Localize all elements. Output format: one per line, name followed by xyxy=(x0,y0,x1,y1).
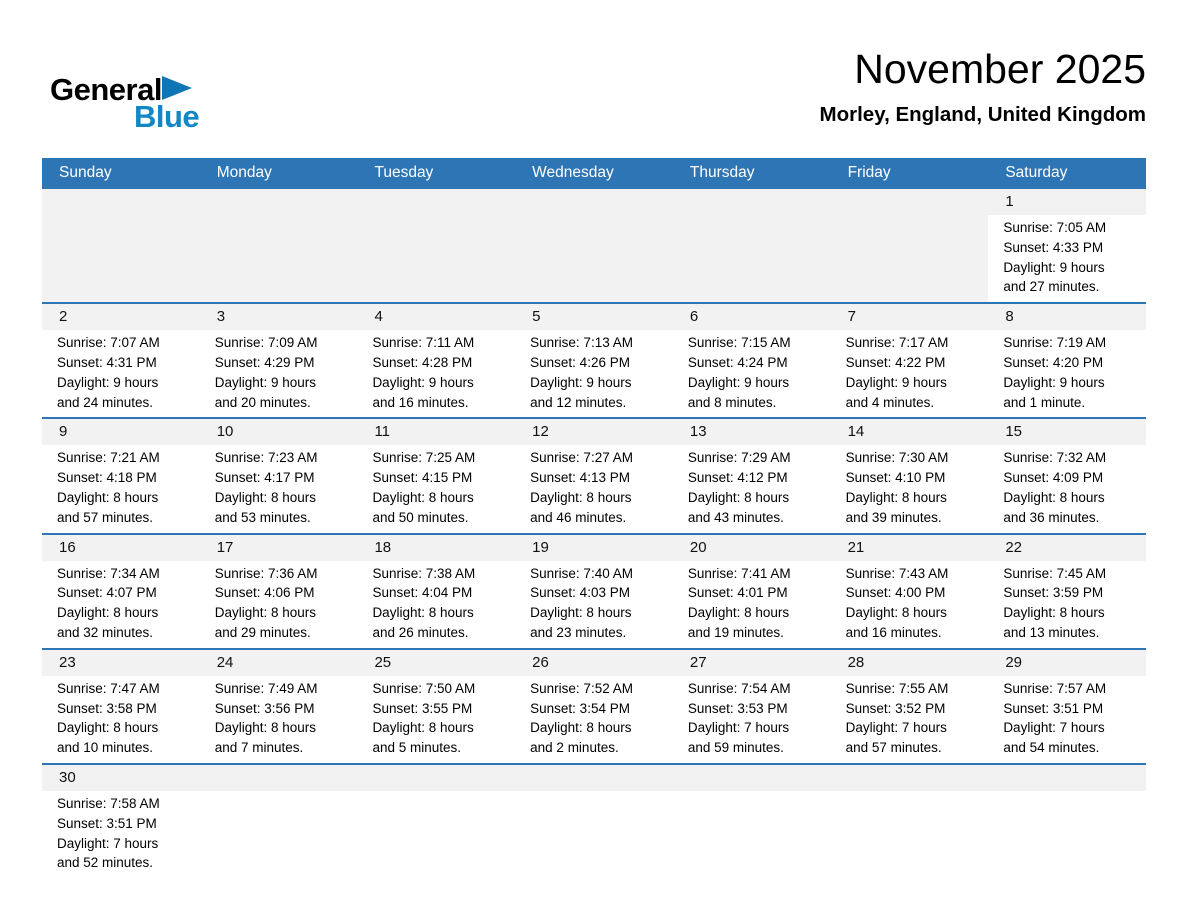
date-number: 21 xyxy=(831,535,989,561)
daylight-text-continued: and 43 minutes. xyxy=(687,509,784,525)
daylight-text-continued: and 4 minutes. xyxy=(845,394,935,410)
day-cell-23 xyxy=(42,650,200,763)
sunrise-text: Sunrise: 7:41 AM xyxy=(687,565,791,581)
date-number: 23 xyxy=(42,650,200,676)
empty-day-cell xyxy=(515,765,673,878)
daylight-text: Daylight: 7 hours xyxy=(687,720,790,736)
sunrise-text: Sunrise: 7:38 AM xyxy=(372,565,476,581)
sunset-text: Sunset: 4:26 PM xyxy=(530,354,630,370)
sunset-text: Sunset: 4:12 PM xyxy=(687,470,788,486)
empty-date-strip xyxy=(988,765,1146,791)
daylight-text: Daylight: 9 hours xyxy=(1003,374,1105,390)
daylight-text: Daylight: 9 hours xyxy=(845,374,947,390)
sunrise-text: Sunrise: 7:55 AM xyxy=(845,680,949,696)
day-details xyxy=(200,445,358,532)
sunrise-text: Sunrise: 7:49 AM xyxy=(214,680,318,696)
daylight-text: Daylight: 9 hours xyxy=(372,374,474,390)
page-header xyxy=(42,36,1146,158)
empty-day-cell xyxy=(673,189,831,302)
sunrise-text: Sunrise: 7:09 AM xyxy=(214,335,318,351)
sunset-text: Sunset: 4:18 PM xyxy=(57,470,157,486)
day-cell-2 xyxy=(42,304,200,417)
date-number: 8 xyxy=(988,304,1146,330)
date-number: 12 xyxy=(515,419,673,445)
daylight-text: Daylight: 8 hours xyxy=(57,720,159,736)
day-details xyxy=(357,330,515,417)
daylight-text-continued: and 12 minutes. xyxy=(530,394,627,410)
sunrise-text: Sunrise: 7:32 AM xyxy=(1003,450,1107,466)
day-cell-3 xyxy=(200,304,358,417)
empty-day-cell xyxy=(200,765,358,878)
daylight-text-continued: and 2 minutes. xyxy=(530,740,619,756)
empty-day-cell xyxy=(673,765,831,878)
sunset-text: Sunset: 4:01 PM xyxy=(687,585,788,601)
daylight-text: Daylight: 8 hours xyxy=(1003,605,1105,621)
day-details xyxy=(515,561,673,648)
date-number: 1 xyxy=(988,189,1146,215)
empty-day-cell xyxy=(200,189,358,302)
weekday-header-sunday: Sunday xyxy=(59,164,112,181)
sunrise-text: Sunrise: 7:15 AM xyxy=(687,335,791,351)
sunrise-text: Sunrise: 7:36 AM xyxy=(214,565,318,581)
day-details xyxy=(988,561,1146,648)
daylight-text: Daylight: 8 hours xyxy=(687,605,790,621)
sunset-text: Sunset: 4:06 PM xyxy=(214,585,315,601)
sunrise-text: Sunrise: 7:40 AM xyxy=(530,565,633,581)
sunrise-text: Sunrise: 7:43 AM xyxy=(845,565,949,581)
week-row-5 xyxy=(42,648,1146,763)
daylight-text-continued: and 16 minutes. xyxy=(372,394,469,410)
daylight-text: Daylight: 8 hours xyxy=(687,489,790,505)
sunrise-text: Sunrise: 7:54 AM xyxy=(687,680,791,696)
daylight-text-continued: and 26 minutes. xyxy=(372,624,469,640)
day-details xyxy=(515,330,673,417)
daylight-text-continued: and 10 minutes. xyxy=(57,740,154,756)
daylight-text-continued: and 8 minutes. xyxy=(687,394,777,410)
empty-day-cell xyxy=(357,765,515,878)
day-cell-16 xyxy=(42,535,200,648)
daylight-text: Daylight: 7 hours xyxy=(1003,720,1105,736)
daylight-text: Daylight: 8 hours xyxy=(845,489,947,505)
daylight-text-continued: and 32 minutes. xyxy=(57,624,154,640)
daylight-text-continued: and 50 minutes. xyxy=(372,509,469,525)
date-number: 5 xyxy=(515,304,673,330)
logo-triangle-icon xyxy=(162,76,192,100)
day-cell-7 xyxy=(831,304,989,417)
sunset-text: Sunset: 4:07 PM xyxy=(57,585,157,601)
calendar-grid xyxy=(42,158,1146,878)
sunset-text: Sunset: 4:13 PM xyxy=(530,470,630,486)
day-cell-30 xyxy=(42,765,200,878)
sunset-text: Sunset: 4:33 PM xyxy=(1003,239,1104,255)
weekday-header-saturday: Saturday xyxy=(1005,164,1068,181)
weekday-header-monday: Monday xyxy=(216,164,272,181)
daylight-text-continued: and 39 minutes. xyxy=(845,509,942,525)
daylight-text: Daylight: 8 hours xyxy=(57,489,159,505)
weekday-header-tuesday: Tuesday xyxy=(374,164,434,181)
logo-word-general: General xyxy=(50,72,162,107)
date-number: 20 xyxy=(673,535,831,561)
general-blue-logo xyxy=(50,74,280,146)
daylight-text-continued: and 16 minutes. xyxy=(845,624,942,640)
sunset-text: Sunset: 3:51 PM xyxy=(1003,700,1104,716)
date-number: 22 xyxy=(988,535,1146,561)
sunrise-text: Sunrise: 7:05 AM xyxy=(1003,220,1107,235)
empty-date-strip xyxy=(673,189,831,215)
daylight-text: Daylight: 9 hours xyxy=(57,374,159,390)
day-details xyxy=(673,676,831,763)
daylight-text-continued: and 36 minutes. xyxy=(1003,509,1100,525)
day-details xyxy=(988,676,1146,763)
day-cell-21 xyxy=(831,535,989,648)
date-number: 11 xyxy=(357,419,515,445)
day-details xyxy=(42,791,200,878)
date-number: 24 xyxy=(200,650,358,676)
day-cell-22 xyxy=(988,535,1146,648)
day-details xyxy=(42,330,200,417)
daylight-text-continued: and 57 minutes. xyxy=(845,740,942,756)
day-cell-15 xyxy=(988,419,1146,532)
weekday-header-thursday: Thursday xyxy=(689,164,755,181)
sunset-text: Sunset: 4:20 PM xyxy=(1003,354,1104,370)
sunrise-text: Sunrise: 7:47 AM xyxy=(57,680,160,696)
week-row-6 xyxy=(42,763,1146,878)
sunrise-text: Sunrise: 7:27 AM xyxy=(530,450,633,466)
empty-date-strip xyxy=(673,765,831,791)
daylight-text-continued: and 23 minutes. xyxy=(530,624,627,640)
sunrise-text: Sunrise: 7:11 AM xyxy=(372,335,475,351)
empty-day-cell xyxy=(42,189,200,302)
daylight-text: Daylight: 8 hours xyxy=(372,489,474,505)
day-details xyxy=(357,445,515,532)
daylight-text-continued: and 53 minutes. xyxy=(214,509,311,525)
day-cell-6 xyxy=(673,304,831,417)
day-details xyxy=(988,445,1146,532)
empty-day-cell xyxy=(357,189,515,302)
date-number: 9 xyxy=(42,419,200,445)
day-details xyxy=(42,676,200,763)
empty-date-strip xyxy=(357,765,515,791)
day-details xyxy=(673,561,831,648)
daylight-text: Daylight: 8 hours xyxy=(57,605,159,621)
daylight-text: Daylight: 8 hours xyxy=(372,720,474,736)
sunset-text: Sunset: 3:58 PM xyxy=(57,700,157,716)
date-number: 26 xyxy=(515,650,673,676)
day-details xyxy=(42,561,200,648)
sunset-text: Sunset: 3:59 PM xyxy=(1003,585,1104,601)
day-cell-25 xyxy=(357,650,515,763)
day-cell-5 xyxy=(515,304,673,417)
day-cell-4 xyxy=(357,304,515,417)
daylight-text: Daylight: 9 hours xyxy=(214,374,317,390)
week-row-1 xyxy=(42,189,1146,302)
daylight-text-continued: and 13 minutes. xyxy=(1003,624,1100,640)
sunrise-text: Sunrise: 7:25 AM xyxy=(372,450,476,466)
sunset-text: Sunset: 4:09 PM xyxy=(1003,470,1104,486)
day-cell-9 xyxy=(42,419,200,532)
empty-date-strip xyxy=(200,189,358,215)
date-number: 19 xyxy=(515,535,673,561)
sunset-text: Sunset: 3:54 PM xyxy=(530,700,630,716)
daylight-text-continued: and 59 minutes. xyxy=(687,740,784,756)
sunrise-text: Sunrise: 7:34 AM xyxy=(57,565,160,581)
daylight-text: Daylight: 8 hours xyxy=(530,605,632,621)
daylight-text-continued: and 52 minutes. xyxy=(57,855,154,871)
day-cell-28 xyxy=(831,650,989,763)
day-details xyxy=(988,330,1146,417)
empty-date-strip xyxy=(831,189,989,215)
date-number: 27 xyxy=(673,650,831,676)
sunset-text: Sunset: 4:17 PM xyxy=(214,470,315,486)
date-number: 29 xyxy=(988,650,1146,676)
empty-date-strip xyxy=(831,765,989,791)
day-cell-17 xyxy=(200,535,358,648)
date-number: 6 xyxy=(673,304,831,330)
sunset-text: Sunset: 4:24 PM xyxy=(687,354,788,370)
sunset-text: Sunset: 4:28 PM xyxy=(372,354,473,370)
daylight-text: Daylight: 8 hours xyxy=(214,605,317,621)
date-number: 25 xyxy=(357,650,515,676)
day-details xyxy=(988,215,1146,302)
empty-date-strip xyxy=(515,189,673,215)
empty-day-cell xyxy=(831,189,989,302)
daylight-text-continued: and 29 minutes. xyxy=(214,624,311,640)
sunset-text: Sunset: 4:04 PM xyxy=(372,585,473,601)
weeks-container xyxy=(42,189,1146,878)
daylight-text-continued: and 54 minutes. xyxy=(1003,740,1100,756)
day-details xyxy=(515,445,673,532)
daylight-text: Daylight: 8 hours xyxy=(530,720,632,736)
daylight-text-continued: and 24 minutes. xyxy=(57,394,154,410)
day-details xyxy=(673,330,831,417)
sunset-text: Sunset: 3:56 PM xyxy=(214,700,315,716)
sunset-text: Sunset: 3:55 PM xyxy=(372,700,473,716)
day-details xyxy=(357,561,515,648)
day-details xyxy=(200,330,358,417)
sunset-text: Sunset: 3:53 PM xyxy=(687,700,788,716)
daylight-text: Daylight: 9 hours xyxy=(687,374,790,390)
empty-date-strip xyxy=(42,189,200,215)
day-cell-26 xyxy=(515,650,673,763)
date-number: 16 xyxy=(42,535,200,561)
sunset-text: Sunset: 4:03 PM xyxy=(530,585,630,601)
page-subtitle: Morley, England, United Kingdom xyxy=(819,103,1146,127)
empty-day-cell xyxy=(988,765,1146,878)
daylight-text: Daylight: 7 hours xyxy=(57,835,159,851)
sunrise-text: Sunrise: 7:17 AM xyxy=(845,335,949,351)
daylight-text: Daylight: 8 hours xyxy=(845,605,947,621)
sunrise-text: Sunrise: 7:57 AM xyxy=(1003,680,1107,696)
week-row-3 xyxy=(42,417,1146,532)
date-number: 18 xyxy=(357,535,515,561)
sunset-text: Sunset: 4:22 PM xyxy=(845,354,946,370)
empty-day-cell xyxy=(515,189,673,302)
empty-day-cell xyxy=(831,765,989,878)
date-number: 10 xyxy=(200,419,358,445)
date-number: 15 xyxy=(988,419,1146,445)
day-cell-12 xyxy=(515,419,673,532)
daylight-text: Daylight: 8 hours xyxy=(372,605,474,621)
logo-word-blue: Blue xyxy=(134,99,200,134)
day-details xyxy=(673,445,831,532)
date-number: 13 xyxy=(673,419,831,445)
day-cell-20 xyxy=(673,535,831,648)
empty-date-strip xyxy=(515,765,673,791)
day-details xyxy=(831,445,989,532)
sunrise-text: Sunrise: 7:19 AM xyxy=(1003,335,1107,351)
sunset-text: Sunset: 4:29 PM xyxy=(214,354,315,370)
daylight-text-continued: and 5 minutes. xyxy=(372,740,461,756)
weekday-header-row xyxy=(42,158,1146,189)
daylight-text-continued: and 19 minutes. xyxy=(687,624,784,640)
daylight-text-continued: and 1 minute. xyxy=(1003,394,1086,410)
sunrise-text: Sunrise: 7:30 AM xyxy=(845,450,949,466)
daylight-text: Daylight: 8 hours xyxy=(530,489,632,505)
day-cell-8 xyxy=(988,304,1146,417)
day-cell-11 xyxy=(357,419,515,532)
weekday-header-friday: Friday xyxy=(847,164,891,181)
sunset-text: Sunset: 4:15 PM xyxy=(372,470,473,486)
daylight-text: Daylight: 8 hours xyxy=(214,720,317,736)
daylight-text: Daylight: 8 hours xyxy=(1003,489,1105,505)
title-block xyxy=(820,36,1146,127)
day-cell-27 xyxy=(673,650,831,763)
daylight-text-continued: and 46 minutes. xyxy=(530,509,627,525)
sunrise-text: Sunrise: 7:21 AM xyxy=(57,450,160,466)
date-number: 7 xyxy=(831,304,989,330)
day-cell-18 xyxy=(357,535,515,648)
sunset-text: Sunset: 4:10 PM xyxy=(845,470,946,486)
weekday-header-wednesday: Wednesday xyxy=(532,164,614,181)
day-details xyxy=(831,330,989,417)
day-details xyxy=(357,676,515,763)
daylight-text-continued: and 57 minutes. xyxy=(57,509,154,525)
day-cell-24 xyxy=(200,650,358,763)
date-number: 4 xyxy=(357,304,515,330)
sunrise-text: Sunrise: 7:45 AM xyxy=(1003,565,1107,581)
empty-date-strip xyxy=(357,189,515,215)
week-row-4 xyxy=(42,533,1146,648)
daylight-text: Daylight: 9 hours xyxy=(530,374,632,390)
sunset-text: Sunset: 4:00 PM xyxy=(845,585,946,601)
sunrise-text: Sunrise: 7:50 AM xyxy=(372,680,476,696)
empty-date-strip xyxy=(200,765,358,791)
day-details xyxy=(831,676,989,763)
day-cell-14 xyxy=(831,419,989,532)
day-details xyxy=(200,676,358,763)
daylight-text-continued: and 20 minutes. xyxy=(214,394,311,410)
day-cell-1 xyxy=(988,189,1146,302)
date-number: 3 xyxy=(200,304,358,330)
sunrise-text: Sunrise: 7:13 AM xyxy=(530,335,633,351)
daylight-text: Daylight: 7 hours xyxy=(845,720,947,736)
sunrise-text: Sunrise: 7:07 AM xyxy=(57,335,160,351)
sunset-text: Sunset: 3:51 PM xyxy=(57,815,157,831)
date-number: 14 xyxy=(831,419,989,445)
day-details xyxy=(200,561,358,648)
page-title: November 2025 xyxy=(854,46,1146,92)
daylight-text-continued: and 7 minutes. xyxy=(214,740,304,756)
sunset-text: Sunset: 3:52 PM xyxy=(845,700,946,716)
date-number: 30 xyxy=(42,765,200,791)
sunrise-text: Sunrise: 7:58 AM xyxy=(57,795,160,811)
day-cell-19 xyxy=(515,535,673,648)
daylight-text: Daylight: 8 hours xyxy=(214,489,317,505)
date-number: 17 xyxy=(200,535,358,561)
day-cell-13 xyxy=(673,419,831,532)
day-details xyxy=(42,445,200,532)
day-details xyxy=(831,561,989,648)
day-details xyxy=(515,676,673,763)
day-cell-10 xyxy=(200,419,358,532)
sunrise-text: Sunrise: 7:29 AM xyxy=(687,450,791,466)
sunrise-text: Sunrise: 7:23 AM xyxy=(214,450,318,466)
sunrise-text: Sunrise: 7:52 AM xyxy=(530,680,633,696)
sunset-text: Sunset: 4:31 PM xyxy=(57,354,157,370)
week-row-2 xyxy=(42,302,1146,417)
daylight-text: Daylight: 9 hours xyxy=(1003,259,1105,275)
date-number: 28 xyxy=(831,650,989,676)
date-number: 2 xyxy=(42,304,200,330)
daylight-text-continued: and 27 minutes. xyxy=(1003,279,1100,295)
day-cell-29 xyxy=(988,650,1146,763)
